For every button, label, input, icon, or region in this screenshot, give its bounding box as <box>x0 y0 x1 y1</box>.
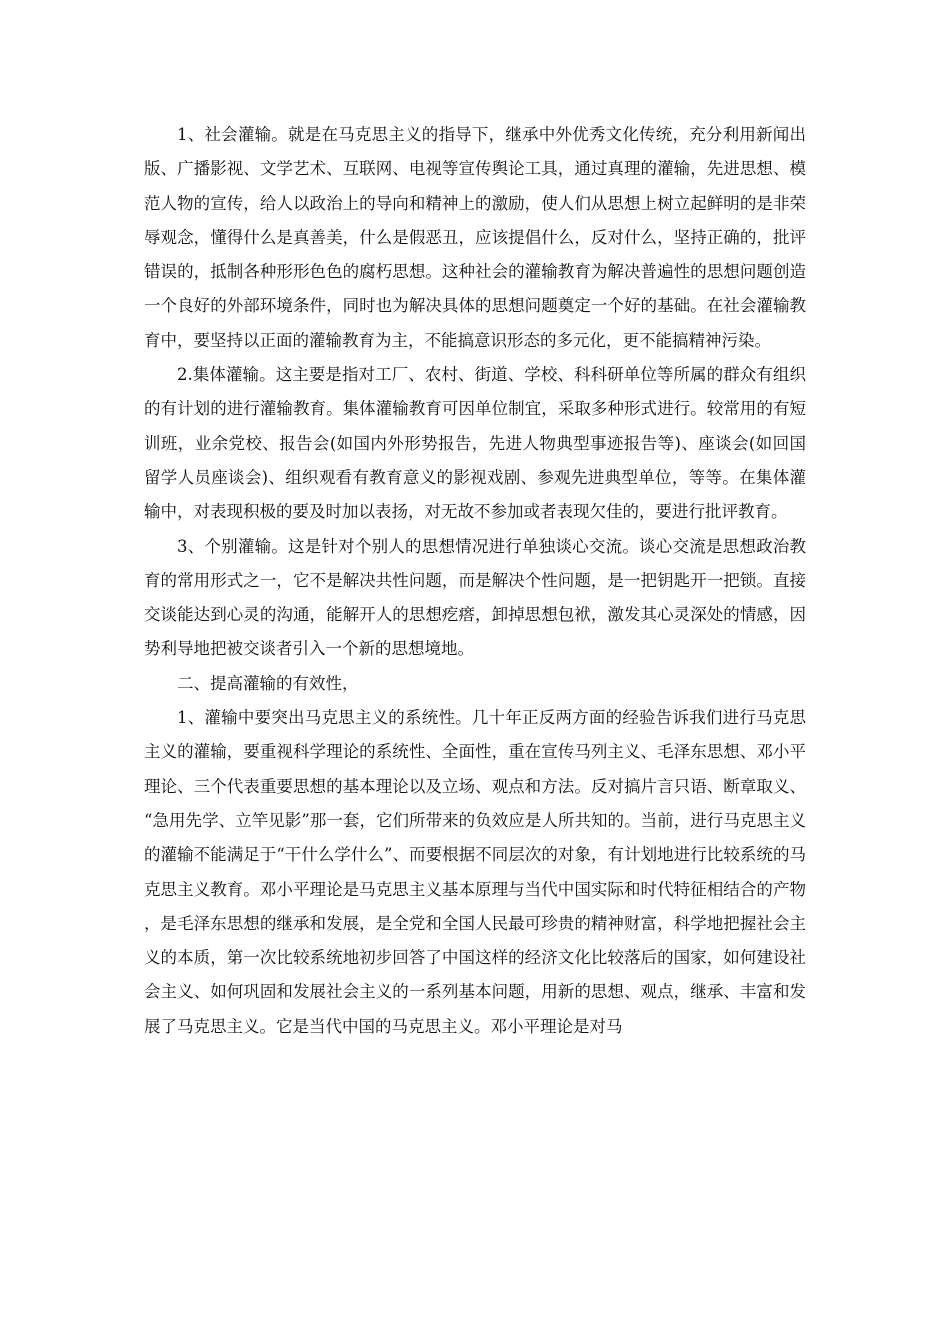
paragraph-collective-indoctrination: 2.集体灌输。这主要是指对工厂、农村、街道、学校、科科研单位等所属的群众有组织的有计划的进行灌输教育。集体灌输教育可因单位制宜，采取多种形式进行。较常用的有短训班，业余党校、报告会(如国内外形势报告，先进人物典型事迹报告等)、座谈会(如回国留学人员座谈会)、组织观看有教育意义的影视戏剧、参观先进典型单位，等等。在集体灌输中，对表现积极的要及时加以表扬，对无故不参加或者表现欠佳的，要进行批评教育。 <box>144 365 806 522</box>
paragraph-social-indoctrination: 1、社会灌输。就是在马克思主义的指导下，继承中外优秀文化传统，充分利用新闻出版、广播影视、文学艺术、互联网、电视等宣传舆论工具，通过真理的灌输，先进思想、模范人物的宣传，给人以政治上的导向和精神上的激励，使人们从思想上树立起鲜明的是非荣辱观念，懂得什么是真善美，什么是假恶丑，应该提倡什么，反对什么，坚持正确的，批评错误的，抵制各种形形色色的腐朽思想。这种社会的灌输教育为解决普遍性的思想问题创造一个良好的外部环境条件，同时也为解决具体的思想问题奠定一个好的基础。在社会灌输教育中，要坚持以正面的灌输教育为主，不能搞意识形态的多元化，更不能搞精神污染。 <box>144 125 806 350</box>
paragraph-individual-indoctrination: 3、个别灌输。这是针对个别人的思想情况进行单独谈心交流。谈心交流是思想政治教育的常用形式之一，它不是解决共性问题，而是解决个性问题，是一把钥匙开一把锁。直接交谈能达到心灵的沟通，能解开人的思想疙瘩，卸掉思想包袱，激发其心灵深处的情感，因势利导地把被交谈者引入一个新的思想境地。 <box>144 536 806 659</box>
section-heading-effectiveness: 二、提高灌输的有效性， <box>177 673 359 693</box>
document-page <box>144 118 806 1044</box>
paragraph-marxism-systematic: 1、灌输中要突出马克思主义的系统性。几十年正反两方面的经验告诉我们进行马克思主义的灌输，要重视科学理论的系统性、全面性，重在宣传马列主义、毛泽东思想、邓小平理论、三个代表重要思想的基本理论以及立场、观点和方法。反对搞片言只语、断章取义、“急用先学、立竿见影”那一套，它们所带来的负效应是人所共知的。当前，进行马克思主义的灌输不能满足于“干什么学什么”、而要根据不同层次的对象，有计划地进行比较系统的马克思主义教育。邓小平理论是马克思主义基本原理与当代中国实际和时代特征相结合的产物，是毛泽东思想的继承和发展，是全党和全国人民最可珍贵的精神财富，科学地把握社会主义的本质，第一次比较系统地初步回答了中国这样的经济文化比较落后的国家，如何建设社会主义、如何巩固和发展社会主义的一系列基本问题，用新的思想、观点，继承、丰富和发展了马克思主义。它是当代中国的马克思主义。邓小平理论是对马 <box>144 708 806 1036</box>
